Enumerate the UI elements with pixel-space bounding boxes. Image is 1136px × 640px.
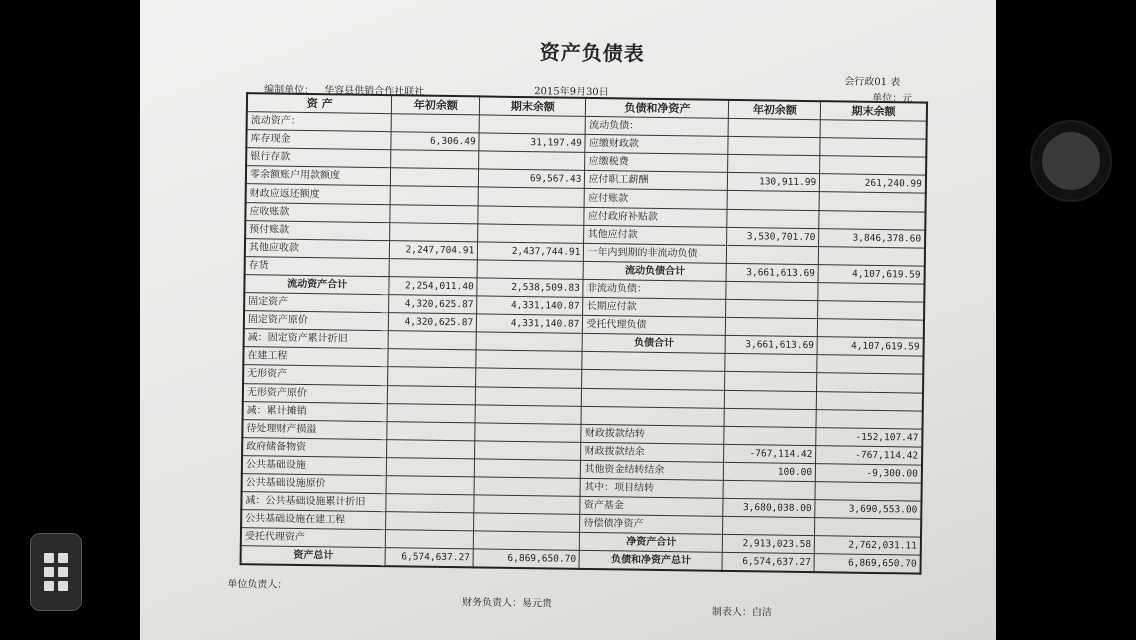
asset-label: 政府储备物资 [242, 437, 387, 457]
liability-label [582, 388, 725, 408]
begin-balance-cell [387, 476, 475, 495]
footer-preparer: 制表人：白洁 [711, 606, 772, 619]
end-balance-cell: 4,107,619.59 [818, 265, 924, 285]
begin-balance-cell [387, 421, 475, 440]
begin-balance-cell: -767,114.42 [724, 444, 816, 463]
unit-label: 编制单位： [264, 84, 315, 97]
liability-label: 应缴税费 [585, 153, 728, 173]
end-balance-cell [478, 187, 584, 207]
app-grid-button[interactable] [30, 533, 82, 611]
asset-label: 银行存款 [246, 148, 391, 168]
document-photo [140, 0, 996, 640]
begin-balance-cell [728, 137, 820, 156]
end-balance-cell: 31,197.49 [479, 133, 585, 153]
begin-balance-cell [388, 385, 476, 404]
begin-balance-cell [728, 118, 820, 137]
asset-label: 减：固定资产累计折旧 [244, 329, 389, 349]
end-balance-cell [818, 301, 924, 321]
end-balance-cell: 2,538,509.83 [477, 278, 583, 298]
begin-balance-cell [725, 354, 817, 373]
end-balance-cell [819, 210, 925, 230]
begin-balance-cell [727, 245, 819, 264]
begin-balance-cell [392, 114, 480, 133]
end-balance-cell [815, 482, 921, 502]
begin-balance-cell [386, 494, 474, 513]
begin-balance-cell [389, 331, 477, 350]
liability-label: 应付政府补贴款 [584, 207, 727, 227]
begin-balance-cell: 130,911.99 [728, 173, 820, 192]
begin-balance-cell [726, 318, 818, 337]
end-balance-cell [818, 319, 924, 339]
end-balance-cell [477, 260, 583, 280]
begin-balance-cell [390, 259, 478, 278]
begin-balance-cell: 6,574,637.27 [722, 553, 814, 573]
liability-label: 流动负债合计 [584, 261, 727, 281]
end-balance-cell [479, 115, 585, 135]
form-code: 会行政01 表 [844, 76, 901, 89]
end-balance-cell [475, 459, 581, 479]
end-balance-cell [474, 513, 580, 533]
end-balance-cell [819, 192, 925, 212]
end-balance-cell [476, 332, 582, 352]
end-balance-cell: 3,690,553.00 [815, 500, 921, 520]
end-balance-cell: 4,107,619.59 [817, 337, 923, 357]
liability-label: 负债和净资产总计 [579, 551, 722, 572]
begin-balance-cell [391, 168, 479, 187]
end-balance-cell: 3,846,378.60 [819, 228, 925, 248]
end-balance-cell: 6,869,650.70 [814, 554, 920, 574]
end-balance-cell [817, 391, 923, 411]
balance-sheet [227, 30, 940, 630]
liability-label [582, 352, 725, 372]
begin-balance-cell [723, 517, 815, 536]
footer-finance: 财务负责人：易元贵 [461, 597, 553, 610]
begin-balance-cell: 3,661,613.69 [726, 263, 818, 282]
end-balance-cell: -767,114.42 [816, 445, 922, 465]
liability-label: 财政拨款结余 [581, 442, 724, 462]
begin-balance-cell [727, 191, 819, 210]
liability-label: 其中：项目结转 [580, 478, 723, 498]
liability-label: 财政拨款结转 [581, 424, 724, 444]
currency-unit: 单位：元 [872, 92, 913, 105]
end-balance-cell: 69,567.43 [479, 169, 585, 189]
begin-balance-cell [391, 150, 479, 169]
begin-balance-cell [728, 155, 820, 174]
begin-balance-cell: 3,680,038.00 [723, 498, 815, 517]
liability-label: 其他资金结转结余 [581, 460, 724, 480]
begin-balance-cell: 2,913,023.58 [723, 535, 815, 554]
header-begin-balance: 年初余额 [392, 95, 480, 115]
begin-balance-cell: 2,254,011.40 [389, 277, 477, 296]
header-assets: 资 产 [247, 93, 392, 114]
end-balance-cell: -9,300.00 [816, 464, 922, 484]
liability-label: 流动负债： [586, 116, 729, 136]
end-balance-cell [476, 368, 582, 388]
end-balance-cell [820, 156, 926, 176]
asset-label: 公共基础设施 [242, 456, 387, 476]
header-liabilities: 负债和净资产 [586, 98, 729, 119]
circle-icon [1042, 132, 1100, 190]
begin-balance-cell [390, 204, 478, 223]
end-balance-cell [479, 151, 585, 171]
liability-label: 受托代理负债 [583, 316, 726, 336]
unit-name: 华容县供销合作社联社 [324, 85, 425, 98]
end-balance-cell [474, 495, 580, 515]
asset-label: 待处理财产损溢 [242, 419, 387, 439]
liability-label: 长期应付款 [583, 297, 726, 317]
end-balance-cell [820, 120, 926, 140]
footer-head: 单位负责人： [227, 578, 288, 591]
asset-label: 减：累计摊销 [243, 401, 388, 421]
page-title: 资产负债表 [539, 40, 645, 66]
begin-balance-cell: 2,247,704.91 [390, 240, 478, 259]
liability-label: 一年内到期的非流动负债 [584, 243, 727, 263]
end-balance-cell [475, 404, 581, 424]
begin-balance-cell: 6,306.49 [391, 132, 479, 151]
end-balance-cell: 2,437,744.91 [478, 242, 584, 262]
begin-balance-cell [388, 367, 476, 386]
end-balance-cell: 4,331,140.87 [477, 314, 583, 334]
header-end-balance: 期末余额 [480, 96, 586, 116]
asset-label: 流动资产合计 [244, 275, 389, 295]
asset-label: 受托代理资产 [241, 528, 386, 548]
liability-label [581, 406, 724, 426]
asset-label: 固定资产 [244, 293, 389, 313]
end-balance-cell [475, 423, 581, 443]
liability-label: 待偿债净资产 [580, 515, 723, 535]
begin-balance-cell [386, 512, 474, 531]
end-balance-cell [817, 373, 923, 393]
asset-label: 流动资产： [247, 112, 392, 132]
end-balance-cell [474, 531, 580, 551]
asset-label: 预付账款 [245, 220, 390, 240]
asset-label: 减：公共基础设施累计折旧 [241, 492, 386, 512]
end-balance-cell: 2,762,031.11 [815, 536, 921, 556]
begin-balance-cell [724, 426, 816, 445]
liability-label: 其他应付款 [584, 225, 727, 245]
begin-balance-cell: 6,574,637.27 [386, 548, 474, 568]
assistive-touch-button[interactable] [1030, 120, 1112, 202]
balance-table [240, 92, 929, 575]
end-balance-cell: 261,240.99 [820, 174, 926, 194]
asset-label: 资产总计 [241, 546, 386, 567]
begin-balance-cell [387, 458, 475, 477]
begin-balance-cell [725, 390, 817, 409]
asset-label: 无形资产 [243, 365, 388, 385]
begin-balance-cell [388, 349, 476, 368]
asset-label: 在建工程 [243, 347, 388, 367]
begin-balance-cell [391, 186, 479, 205]
begin-balance-cell [386, 530, 474, 549]
end-balance-cell [476, 386, 582, 406]
end-balance-cell [819, 246, 925, 266]
asset-label: 应收账款 [245, 202, 390, 222]
end-balance-cell [475, 441, 581, 461]
header-begin-balance-2: 年初余额 [729, 100, 821, 120]
begin-balance-cell [388, 403, 476, 422]
begin-balance-cell: 3,661,613.69 [725, 336, 817, 355]
end-balance-cell [818, 283, 924, 303]
header-end-balance-2: 期末余额 [821, 101, 927, 121]
asset-label: 库存现金 [246, 130, 391, 150]
end-balance-cell: 6,869,650.70 [473, 549, 579, 569]
liability-label: 净资产合计 [580, 533, 723, 553]
end-balance-cell [815, 518, 921, 538]
end-balance-cell [820, 138, 926, 158]
end-balance-cell [817, 355, 923, 375]
liability-label: 资产基金 [580, 496, 723, 516]
asset-label: 无形资产原价 [243, 383, 388, 403]
end-balance-cell [816, 409, 922, 429]
end-balance-cell [476, 350, 582, 370]
end-balance-cell [478, 205, 584, 225]
liability-label [582, 370, 725, 390]
asset-label: 固定资产原价 [244, 311, 389, 331]
liability-label: 非流动负债： [583, 279, 726, 299]
begin-balance-cell: 3,530,701.70 [727, 227, 819, 246]
asset-label: 公共基础设施原价 [242, 474, 387, 494]
begin-balance-cell [727, 209, 819, 228]
begin-balance-cell [726, 281, 818, 300]
asset-label: 财政应返还额度 [246, 184, 391, 204]
report-date: 2015年9月30日 [534, 86, 609, 99]
begin-balance-cell [723, 480, 815, 499]
begin-balance-cell: 4,320,625.87 [389, 295, 477, 314]
begin-balance-cell [724, 408, 816, 427]
begin-balance-cell [725, 372, 817, 391]
asset-label: 存货 [245, 257, 390, 277]
asset-label: 公共基础设施在建工程 [241, 510, 386, 530]
asset-label: 零余额账户用款额度 [246, 166, 391, 186]
liability-label: 应付账款 [585, 189, 728, 209]
begin-balance-cell [726, 299, 818, 318]
asset-label: 其他应收款 [245, 238, 390, 258]
begin-balance-cell [390, 222, 478, 241]
liability-label: 应缴财政款 [585, 135, 728, 155]
end-balance-cell: 4,331,140.87 [477, 296, 583, 316]
grid-icon [44, 553, 68, 591]
begin-balance-cell: 4,320,625.87 [389, 313, 477, 332]
end-balance-cell [478, 224, 584, 244]
begin-balance-cell [387, 439, 475, 458]
end-balance-cell: -152,107.47 [816, 427, 922, 447]
end-balance-cell [474, 477, 580, 497]
begin-balance-cell: 100.00 [724, 462, 816, 481]
liability-label: 应付职工薪酬 [585, 171, 728, 191]
liability-label: 负债合计 [582, 334, 725, 354]
